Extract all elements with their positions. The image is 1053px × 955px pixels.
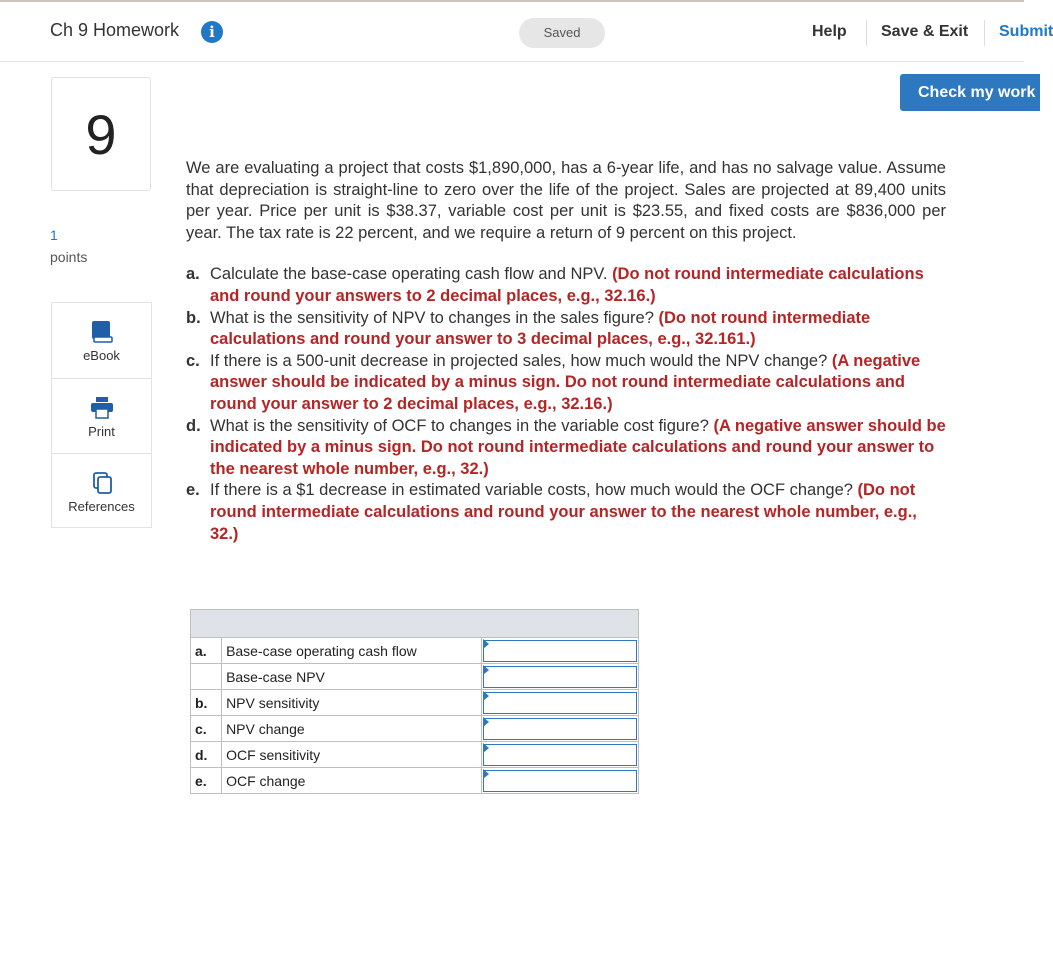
ocf-change-input[interactable] bbox=[483, 770, 637, 792]
references-label: References bbox=[68, 499, 135, 514]
table-row: b. NPV sensitivity bbox=[191, 690, 639, 716]
question-part-a: a. Calculate the base-case operating cash flow and NPV. (Do not round intermediate calculations and round your answers to 2 decimal places, e.g., 32.16.) bbox=[186, 265, 924, 305]
divider bbox=[984, 20, 985, 46]
table-header bbox=[191, 610, 639, 638]
npv-input[interactable] bbox=[483, 666, 637, 688]
help-link[interactable]: Help bbox=[812, 23, 847, 40]
question-parts bbox=[186, 264, 946, 545]
question-part-d: d. What is the sensitivity of OCF to changes in the variable cost figure? (A negative answer should be indicated by a minus sign. Do not round intermediate calculations and round your answer to the nearest whole number, e.g., 32.) bbox=[186, 416, 946, 478]
npv-change-input[interactable] bbox=[483, 718, 637, 740]
points-value: 1 bbox=[50, 227, 58, 243]
question-part-b: b. What is the sensitivity of NPV to changes in the sales figure? (Do not round intermediate calculations and round your answer to 3 decimal places, e.g., 32.161.) bbox=[186, 308, 871, 349]
ebook-button[interactable] bbox=[52, 303, 151, 378]
question-part-e: e. If there is a $1 decrease in estimated variable costs, how much would the OCF change? (Do not round intermediate calculations and round your answer to the nearest whole number, e.g., 32.) bbox=[186, 481, 917, 543]
table-row: c. NPV change bbox=[191, 716, 639, 742]
question-number: 9 bbox=[51, 77, 151, 191]
printer-icon bbox=[90, 397, 114, 419]
tool-panel bbox=[51, 302, 152, 528]
input-flag-icon bbox=[483, 717, 489, 727]
assignment-title: Ch 9 Homework bbox=[50, 20, 180, 40]
top-bar bbox=[0, 0, 1053, 62]
print-button[interactable] bbox=[52, 378, 151, 454]
info-icon[interactable]: i bbox=[201, 21, 223, 43]
points-label: points bbox=[50, 249, 88, 265]
input-flag-icon bbox=[483, 639, 489, 649]
save-exit-link[interactable]: Save & Exit bbox=[881, 23, 969, 40]
input-flag-icon bbox=[483, 743, 489, 753]
input-flag-icon bbox=[483, 665, 489, 675]
table-row: e. OCF change bbox=[191, 768, 639, 794]
table-row: Base-case NPV bbox=[191, 664, 639, 690]
book-icon bbox=[90, 321, 114, 343]
ebook-label: eBook bbox=[83, 348, 120, 363]
table-row: d. OCF sensitivity bbox=[191, 742, 639, 768]
npv-sensitivity-input[interactable] bbox=[483, 692, 637, 714]
ocf-sensitivity-input[interactable] bbox=[483, 744, 637, 766]
question-intro: We are evaluating a project that costs $1,890,000, has a 6-year life, and has no salvage value. Assume that depreciation is straight-line to zero over the life of the project. Sales are projected at 89,400 units per year. Price per unit is $38.37, variable cost per unit is $23.55, and fixed costs are $836,000 per year. The tax rate is 22 percent, and we require a return of 9 percent on this project. bbox=[186, 159, 946, 242]
table-row: a. Base-case operating cash flow bbox=[191, 638, 639, 664]
input-flag-icon bbox=[483, 769, 489, 779]
saved-status: Saved bbox=[519, 18, 605, 48]
submit-link[interactable]: Submit bbox=[999, 23, 1053, 40]
ocf-input[interactable] bbox=[483, 640, 637, 662]
references-icon bbox=[90, 472, 114, 494]
answer-table bbox=[190, 609, 639, 794]
input-flag-icon bbox=[483, 691, 489, 701]
print-label: Print bbox=[88, 424, 115, 439]
question-body bbox=[186, 158, 946, 545]
divider bbox=[866, 20, 867, 46]
question-part-c: c. If there is a 500-unit decrease in projected sales, how much would the NPV change? (A negative answer should be indicated by a minus sign. Do not round intermediate calculations and round your answer to 2 decimal places, e.g., 32.16.) bbox=[186, 351, 921, 413]
check-my-work-button[interactable]: Check my work bbox=[900, 74, 1040, 111]
references-button[interactable] bbox=[52, 453, 151, 529]
